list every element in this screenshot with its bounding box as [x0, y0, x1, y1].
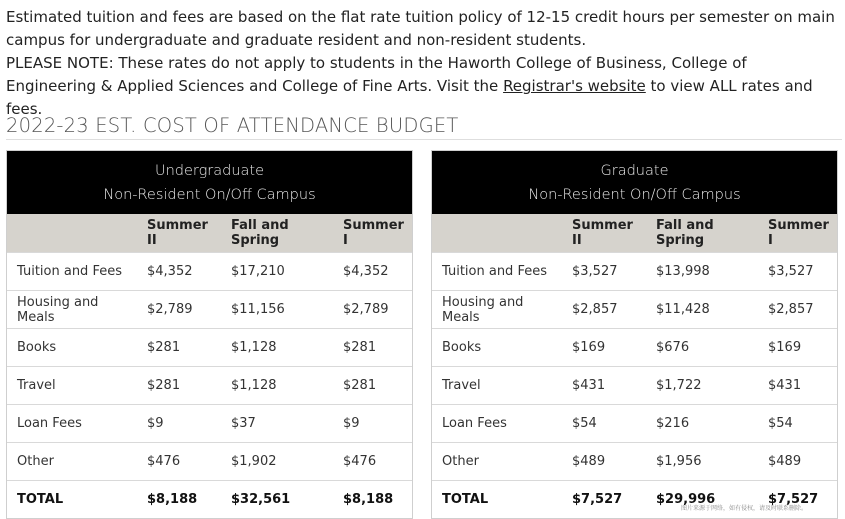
note-text-end: to view ALL rates and fees.	[6, 77, 813, 118]
cell-value: $489	[768, 454, 802, 469]
table-title-line1: Graduate	[600, 163, 669, 179]
row-label: Tuition and Fees	[17, 264, 122, 279]
table-title-line2: Non-Resident On/Off Campus	[528, 187, 741, 203]
cell-value: $8,188	[147, 492, 198, 507]
cell-value: $281	[343, 378, 377, 393]
table-row	[7, 366, 412, 404]
cell-value: $54	[572, 416, 597, 431]
cell-value: $431	[768, 378, 802, 393]
cell-value: $9	[147, 416, 164, 431]
page-heading: 2022-23 EST. COST OF ATTENDANCE BUDGET	[6, 114, 842, 140]
cell-value: $8,188	[343, 492, 394, 507]
table-row	[432, 404, 837, 442]
cell-value: $2,857	[572, 302, 618, 317]
cell-value: $3,527	[768, 264, 814, 279]
cell-value: $9	[343, 416, 360, 431]
column-header: Summer I	[343, 218, 404, 248]
table-row	[7, 328, 412, 366]
cell-value: $7,527	[572, 492, 623, 507]
row-label: Housing and Meals	[17, 294, 99, 325]
cell-value: $1,956	[656, 454, 702, 469]
cell-value: $2,789	[147, 302, 193, 317]
cell-value: $1,128	[231, 378, 277, 393]
row-label: TOTAL	[442, 492, 489, 507]
column-header-row	[7, 214, 412, 252]
table-title-line2: Non-Resident On/Off Campus	[103, 187, 316, 203]
table-title-line1: Undergraduate	[154, 163, 265, 179]
cell-value: $37	[231, 416, 256, 431]
watermark-text: 图片来源于网络，如有侵权，请及时联系删除。	[680, 505, 807, 512]
table-title	[7, 151, 412, 214]
note-text: PLEASE NOTE: These rates do not apply to students in the Haworth College of Business, College of Engineering & Applied Sciences and College of Fine Arts. Visit the	[6, 54, 747, 95]
cell-value: $2,789	[343, 302, 389, 317]
table-row	[432, 328, 837, 366]
cell-value: $13,998	[656, 264, 710, 279]
cell-value: $32,561	[231, 492, 291, 507]
cell-value: $281	[147, 340, 181, 355]
table-row	[7, 404, 412, 442]
column-header: Summer II	[147, 218, 208, 248]
row-label: Books	[17, 340, 57, 355]
column-header: Fall and Spring	[656, 218, 714, 248]
undergraduate-table	[6, 150, 413, 519]
cell-value: $281	[343, 340, 377, 355]
table-title	[432, 151, 837, 214]
cell-value: $11,428	[656, 302, 710, 317]
intro-paragraph: Estimated tuition and fees are based on the flat rate tuition policy of 12-15 credit hours per semester on main campus for undergraduate and graduate resident and non-resident students.	[6, 8, 835, 49]
row-label: Loan Fees	[442, 416, 507, 431]
row-label: Books	[442, 340, 482, 355]
cell-value: $7,527	[768, 492, 819, 507]
total-row	[7, 480, 412, 518]
note-paragraph	[6, 52, 838, 121]
row-label: Loan Fees	[17, 416, 82, 431]
cell-value: $1,902	[231, 454, 277, 469]
cell-value: $17,210	[231, 264, 285, 279]
table-row	[432, 290, 837, 328]
cell-value: $4,352	[147, 264, 193, 279]
intro-text	[6, 6, 838, 121]
cell-value: $216	[656, 416, 690, 431]
row-label: Other	[17, 454, 54, 469]
cell-value: $1,722	[656, 378, 702, 393]
cell-value: $676	[656, 340, 690, 355]
cell-value: $169	[572, 340, 606, 355]
table-row	[432, 252, 837, 290]
column-header: Summer II	[572, 218, 633, 248]
cell-value: $169	[768, 340, 802, 355]
row-label: Other	[442, 454, 479, 469]
table-row	[7, 442, 412, 480]
cell-value: $2,857	[768, 302, 814, 317]
row-label: Travel	[17, 378, 56, 393]
cell-value: $29,996	[656, 492, 716, 507]
registrar-link[interactable]: Registrar's website	[503, 77, 646, 95]
cell-value: $431	[572, 378, 606, 393]
cell-value: $3,527	[572, 264, 618, 279]
column-header: Fall and Spring	[231, 218, 289, 248]
cell-value: $11,156	[231, 302, 285, 317]
row-label: Travel	[442, 378, 481, 393]
cell-value: $476	[147, 454, 181, 469]
cell-value: $1,128	[231, 340, 277, 355]
graduate-table	[431, 150, 838, 519]
cell-value: $489	[572, 454, 606, 469]
cell-value: $281	[147, 378, 181, 393]
table-row	[432, 366, 837, 404]
cell-value: $54	[768, 416, 793, 431]
table-row	[432, 442, 837, 480]
cell-value: $4,352	[343, 264, 389, 279]
cell-value: $476	[343, 454, 377, 469]
row-label: Tuition and Fees	[442, 264, 547, 279]
column-header-row	[432, 214, 837, 252]
column-header: Summer I	[768, 218, 829, 248]
total-row	[432, 480, 837, 518]
row-label: TOTAL	[17, 492, 64, 507]
table-row	[7, 252, 412, 290]
row-label: Housing and Meals	[442, 294, 524, 325]
table-row	[7, 290, 412, 328]
